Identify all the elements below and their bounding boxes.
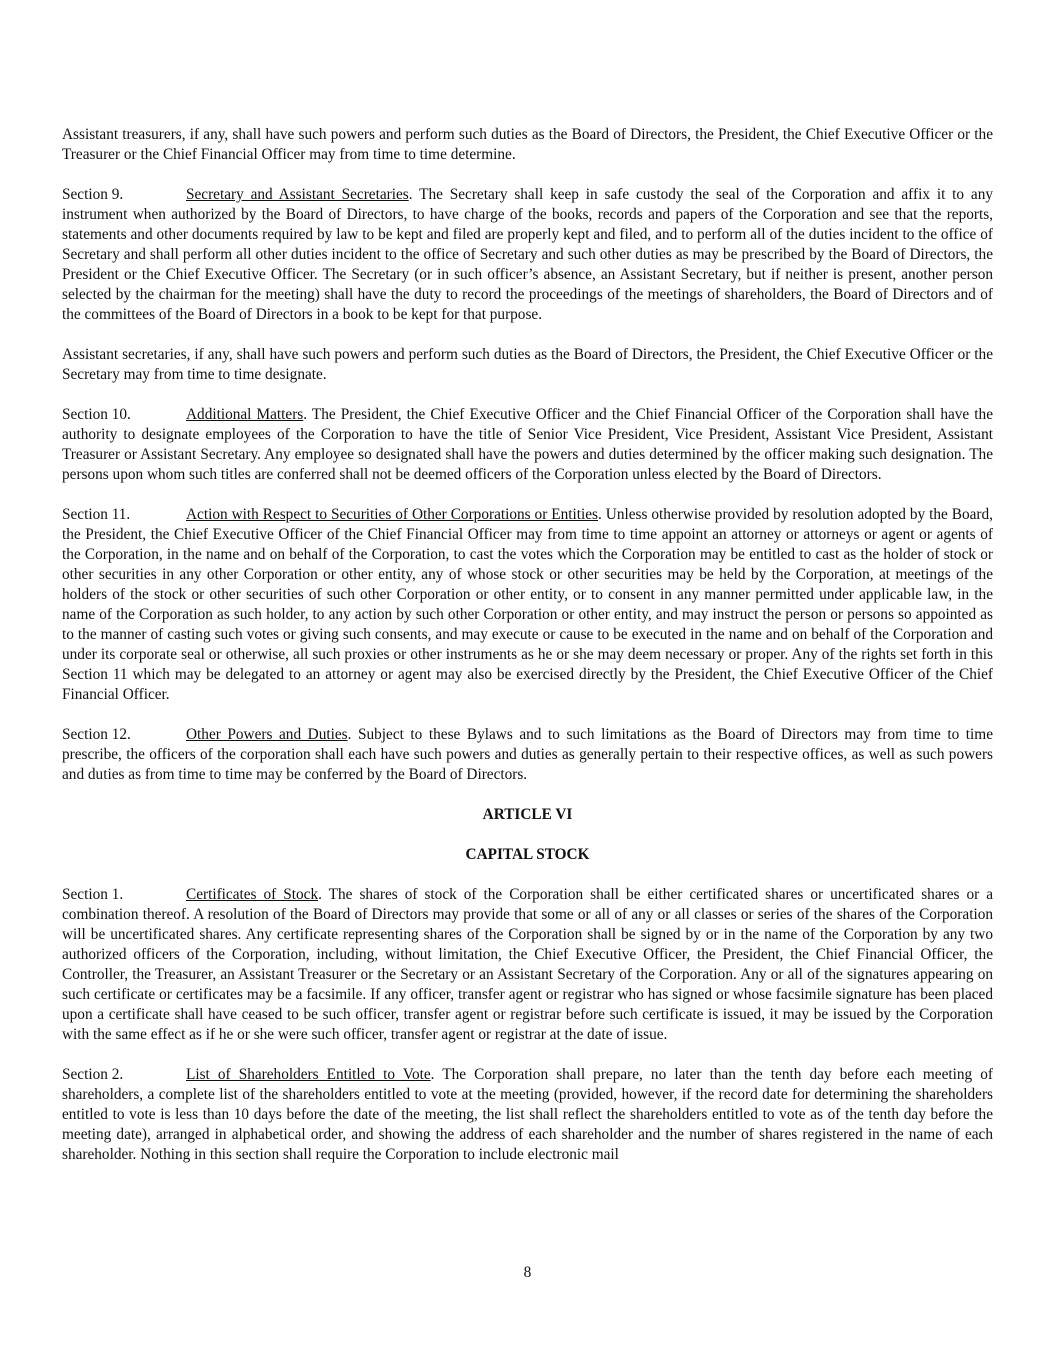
section-12-paragraph bbox=[62, 725, 993, 785]
section-number: Section 11. bbox=[62, 506, 131, 523]
section-11-paragraph bbox=[62, 505, 993, 705]
section-title: Other Powers and Duties bbox=[186, 726, 348, 743]
article-6-section-2-paragraph bbox=[62, 1065, 993, 1165]
paragraph-assistant-secretaries: Assistant secretaries, if any, shall have such powers and perform such duties as the Board of Directors, the President, the Chief Executive Officer or the Secretary may from time to time designate. bbox=[62, 346, 993, 383]
section-number: Section 1. bbox=[62, 886, 124, 903]
section-title: List of Shareholders Entitled to Vote bbox=[186, 1066, 431, 1083]
paragraph-assistant-treasurers: Assistant treasurers, if any, shall have such powers and perform such duties as the Board of Directors, the President, the Chief Executive Officer or the Treasurer or the Chief Financial Officer may from time to time determine. bbox=[62, 126, 993, 163]
page-number: 8 bbox=[523, 1264, 532, 1281]
article-6-section-1-paragraph bbox=[62, 885, 993, 1045]
section-number: Section 10. bbox=[62, 406, 131, 423]
section-number: Section 12. bbox=[62, 726, 131, 743]
article-heading: ARTICLE VI bbox=[482, 806, 573, 823]
section-10-paragraph bbox=[62, 405, 993, 485]
section-9-paragraph bbox=[62, 185, 993, 325]
section-number: Section 2. bbox=[62, 1066, 124, 1083]
section-title: Additional Matters bbox=[186, 406, 304, 423]
article-title: CAPITAL STOCK bbox=[465, 846, 590, 863]
section-body: . The Corporation shall prepare, no later than the tenth day before each meeting of shareholders, a complete list of the shareholders entitled to vote at the meeting (provided, however, if the record date for determining the shareholders entitled to vote is less than 10 days before the date of the meeting, the list shall reflect the shareholders entitled to vote as of the tenth day before the meeting date), arranged in alphabetical order, and showing the address of each shareholder and the number of shares registered in the name of each shareholder. Nothing in this section shall require the Corporation to include electronic mail bbox=[62, 1066, 994, 1163]
section-body: . The President, the Chief Executive Officer and the Chief Financial Officer of the Corporation shall have the authority to designate employees of the Corporation to have the title of Senior Vice President, Vice President, Assistant Vice President, Assistant Treasurer or Assistant Secretary. Any employee so designated shall have the powers and duties determined by the officer making such designation. The persons upon whom such titles are conferred shall not be deemed officers of the Corporation unless elected by the Board of Directors. bbox=[62, 406, 993, 483]
section-title: Secretary and Assistant Secretaries bbox=[186, 186, 409, 203]
section-number: Section 9. bbox=[62, 186, 124, 203]
section-title: Certificates of Stock bbox=[186, 886, 319, 903]
section-body: . Subject to these Bylaws and to such limitations as the Board of Directors may from time to time prescribe, the officers of the corporation shall each have such powers and duties as generally pertain to their respective offices, as well as such powers and duties as from time to time may be conferred by the Board of Directors. bbox=[62, 726, 993, 783]
section-body: . Unless otherwise provided by resolution adopted by the Board, the President, the Chief Executive Officer of the Chief Financial Officer may from time to time appoint an attorney or attorneys or agent or agents of the Corporation, in the name and on behalf of the Corporation, to cast the votes which the Corporation may be entitled to cast as the holder of stock or other securities in any other Corporation or other entity, any of whose stock or other securities may be held by the Corporation, at meetings of the holders of the stock or other securities of such other Corporation or other entity, or to consent in any manner permitted under applicable law, in the name of the Corporation as such holder, to any action by such other Corporation or other entity, and may instruct the person or persons so appointed as to the manner of casting such votes or giving such consents, and may execute or cause to be executed in the name and on behalf of the Corporation and under its corporate seal or otherwise, all such proxies or other instruments as he or she may deem necessary or proper. Any of the rights set forth in this Section 11 which may be delegated to an attorney or agent may also be exercised directly by the President, the Chief Executive Officer of the Chief Financial Officer. bbox=[62, 506, 993, 703]
section-body: . The shares of stock of the Corporation shall be either certificated shares or uncertificated shares or a combination thereof. A resolution of the Board of Directors may provide that some or all of any or all classes or series of the shares of the Corporation will be uncertificated shares. Any certificate representing shares of the Corporation shall be signed by or in the name of the Corporation by any two authorized officers of the Corporation, including, without limitation, the Chief Executive Officer, the President, the Chief Financial Officer, the Controller, the Treasurer, an Assistant Treasurer or the Secretary or an Assistant Secretary of the Corporation. Any or all of the signatures appearing on such certificate or certificates may be a facsimile. If any officer, transfer agent or registrar who has signed or whose facsimile signature has been placed upon a certificate shall have ceased to be such officer, transfer agent or registrar before such certificate is issued, it may be issued by the Corporation with the same effect as if he or she were such officer, transfer agent or registrar at the date of issue. bbox=[62, 886, 993, 1043]
document-page bbox=[62, 125, 993, 1185]
section-body: . The Secretary shall keep in safe custody the seal of the Corporation and affix it to any instrument when authorized by the Board of Directors, to have charge of the books, records and papers of the Corporation and see that the reports, statements and other documents required by law to be kept and filed are properly kept and filed, and to perform all of the duties incident to the office of Secretary and shall perform all other duties incident to the office of Secretary and such other duties as may be prescribed by the Board of Directors, the President or the Chief Executive Officer. The Secretary (or in such officer’s absence, an Assistant Secretary, but if neither is present, another person selected by the chairman for the meeting) shall have the duty to record the proceedings of the meetings of shareholders, the Board of Directors and of the committees of the Board of Directors in a book to be kept for that purpose. bbox=[62, 186, 994, 323]
section-title: Action with Respect to Securities of Other Corporations or Entities bbox=[186, 506, 598, 523]
